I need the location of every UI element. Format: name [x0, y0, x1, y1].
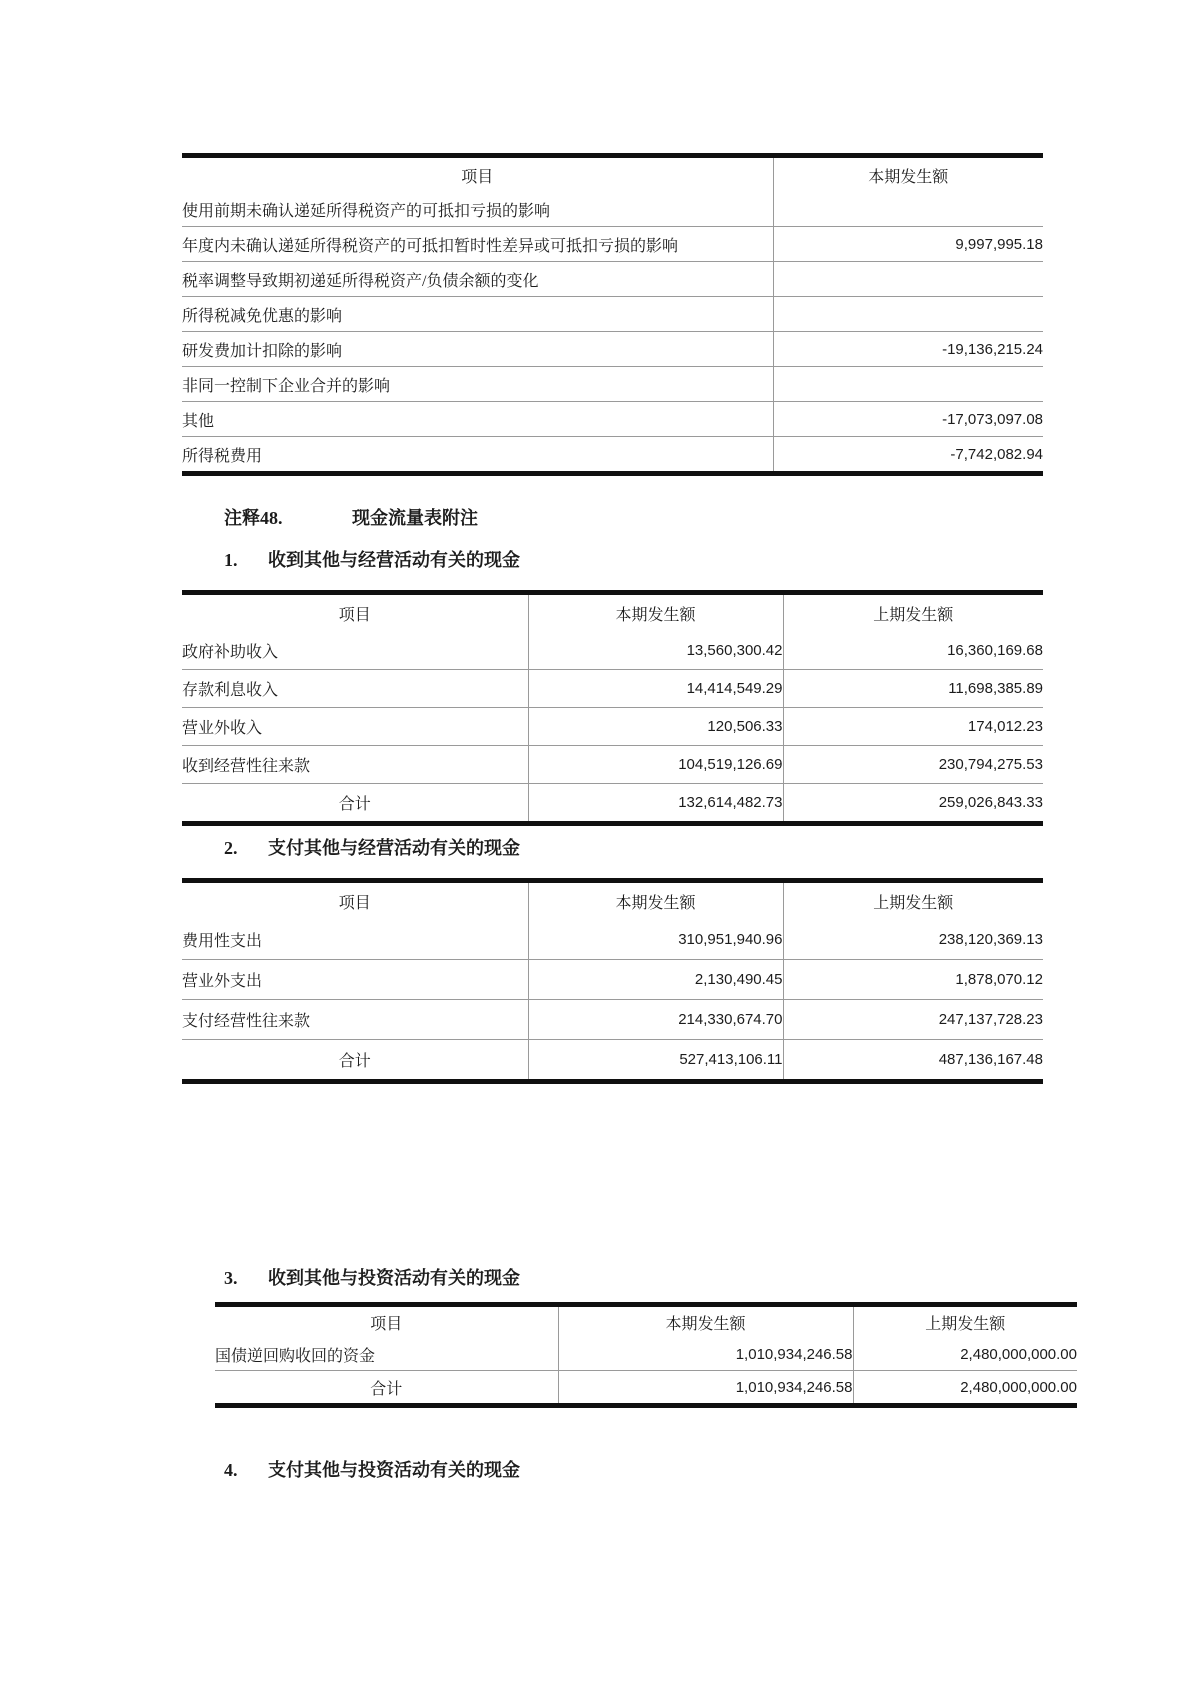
income-tax-reconciliation-table — [182, 153, 1043, 476]
table-row — [182, 708, 1043, 746]
section-title: 支付其他与经营活动有关的现金 — [268, 838, 520, 858]
prior-period-cell: 174,012.23 — [783, 708, 1043, 746]
column-header-prior-period: 上期发生额 — [853, 1305, 1077, 1339]
item-cell: 支付经营性往来款 — [182, 1000, 528, 1040]
prior-period-cell: 247,137,728.23 — [783, 1000, 1043, 1040]
total-row — [182, 1040, 1043, 1082]
prior-period-cell: 230,794,275.53 — [783, 746, 1043, 784]
item-cell: 存款利息收入 — [182, 670, 528, 708]
column-header-current-period: 本期发生额 — [558, 1305, 853, 1339]
item-cell: 国债逆回购收回的资金 — [215, 1338, 558, 1371]
current-period-cell: 13,560,300.42 — [528, 632, 783, 670]
table-header-row — [182, 593, 1043, 633]
item-cell: 其他 — [182, 402, 773, 437]
current-period-cell: -19,136,215.24 — [773, 332, 1043, 367]
table-header-row — [182, 156, 1043, 193]
section-title: 支付其他与投资活动有关的现金 — [268, 1460, 520, 1480]
column-header-item: 项目 — [338, 895, 371, 912]
item-cell: 非同一控制下企业合并的影响 — [182, 367, 773, 402]
table-row — [182, 332, 1043, 367]
prior-period-cell: 238,120,369.13 — [783, 920, 1043, 960]
current-period-cell — [773, 297, 1043, 332]
table-row — [182, 227, 1043, 262]
table-row — [182, 960, 1043, 1000]
item-cell: 政府补助收入 — [182, 632, 528, 670]
prior-period-cell: 11,698,385.89 — [783, 670, 1043, 708]
total-label-cell: 合计 — [338, 1053, 371, 1070]
table-header-row — [215, 1305, 1077, 1339]
total-row — [182, 784, 1043, 824]
table-row — [182, 192, 1043, 227]
section-3-heading — [224, 1266, 520, 1290]
table-row — [182, 367, 1043, 402]
table-row — [182, 670, 1043, 708]
operating-cash-payments-table — [182, 878, 1043, 1084]
current-period-cell: 1,010,934,246.58 — [558, 1338, 853, 1371]
section-number: 2. — [224, 838, 238, 858]
current-period-cell: -7,742,082.94 — [773, 437, 1043, 474]
table-header-row — [182, 881, 1043, 921]
total-current-cell: 527,413,106.11 — [528, 1040, 783, 1082]
item-cell: 营业外收入 — [182, 708, 528, 746]
column-header-prior-period: 上期发生额 — [783, 593, 1043, 633]
current-period-cell — [773, 192, 1043, 227]
section-number: 3. — [224, 1268, 238, 1288]
column-header-current-period: 本期发生额 — [528, 593, 783, 633]
current-period-cell: 120,506.33 — [528, 708, 783, 746]
item-cell: 研发费加计扣除的影响 — [182, 332, 773, 367]
current-period-cell: 104,519,126.69 — [528, 746, 783, 784]
table-row — [182, 920, 1043, 960]
current-period-cell: -17,073,097.08 — [773, 402, 1043, 437]
section-1-heading — [224, 548, 520, 572]
table-row — [215, 1338, 1077, 1371]
column-header-current-period: 本期发生额 — [528, 881, 783, 921]
section-title: 收到其他与投资活动有关的现金 — [268, 1268, 520, 1288]
table-row — [182, 1000, 1043, 1040]
section-number: 1. — [224, 550, 238, 570]
item-cell: 费用性支出 — [182, 920, 528, 960]
current-period-cell: 2,130,490.45 — [528, 960, 783, 1000]
column-header-item: 项目 — [338, 607, 371, 624]
total-label-cell: 合计 — [338, 796, 371, 813]
item-cell: 收到经营性往来款 — [182, 746, 528, 784]
section-title: 收到其他与经营活动有关的现金 — [268, 550, 520, 570]
table-row — [182, 632, 1043, 670]
prior-period-cell: 2,480,000,000.00 — [853, 1338, 1077, 1371]
column-header-current-period: 本期发生额 — [773, 156, 1043, 193]
total-row — [215, 1371, 1077, 1406]
prior-period-cell: 1,878,070.12 — [783, 960, 1043, 1000]
total-prior-cell: 2,480,000,000.00 — [853, 1371, 1077, 1406]
section-2-heading — [224, 836, 520, 860]
total-current-cell: 1,010,934,246.58 — [558, 1371, 853, 1406]
item-cell: 税率调整导致期初递延所得税资产/负债余额的变化 — [182, 262, 773, 297]
item-cell: 所得税费用 — [182, 447, 263, 465]
item-cell: 使用前期未确认递延所得税资产的可抵扣亏损的影响 — [182, 192, 773, 227]
note-48-heading — [224, 506, 478, 530]
total-prior-cell: 259,026,843.33 — [783, 784, 1043, 824]
current-period-cell: 9,997,995.18 — [773, 227, 1043, 262]
total-prior-cell: 487,136,167.48 — [783, 1040, 1043, 1082]
section-number: 4. — [224, 1460, 238, 1480]
investing-cash-receipts-table — [215, 1302, 1077, 1408]
item-cell: 营业外支出 — [182, 960, 528, 1000]
current-period-cell — [773, 262, 1043, 297]
current-period-cell: 14,414,549.29 — [528, 670, 783, 708]
item-cell: 所得税减免优惠的影响 — [182, 297, 773, 332]
prior-period-cell: 16,360,169.68 — [783, 632, 1043, 670]
table-row — [182, 262, 1043, 297]
column-header-prior-period: 上期发生额 — [783, 881, 1043, 921]
current-period-cell — [773, 367, 1043, 402]
note-number: 注释48. — [224, 508, 283, 528]
column-header-item: 项目 — [370, 1316, 403, 1333]
table-row — [182, 437, 1043, 474]
note-title: 现金流量表附注 — [352, 508, 478, 528]
total-label-cell: 合计 — [370, 1380, 403, 1398]
table-row — [182, 746, 1043, 784]
operating-cash-receipts-table — [182, 590, 1043, 826]
section-4-heading — [224, 1458, 520, 1482]
table-row — [182, 297, 1043, 332]
item-cell: 年度内未确认递延所得税资产的可抵扣暂时性差异或可抵扣亏损的影响 — [182, 227, 773, 262]
column-header-item: 项目 — [461, 168, 494, 186]
total-current-cell: 132,614,482.73 — [528, 784, 783, 824]
current-period-cell: 214,330,674.70 — [528, 1000, 783, 1040]
current-period-cell: 310,951,940.96 — [528, 920, 783, 960]
table-row — [182, 402, 1043, 437]
